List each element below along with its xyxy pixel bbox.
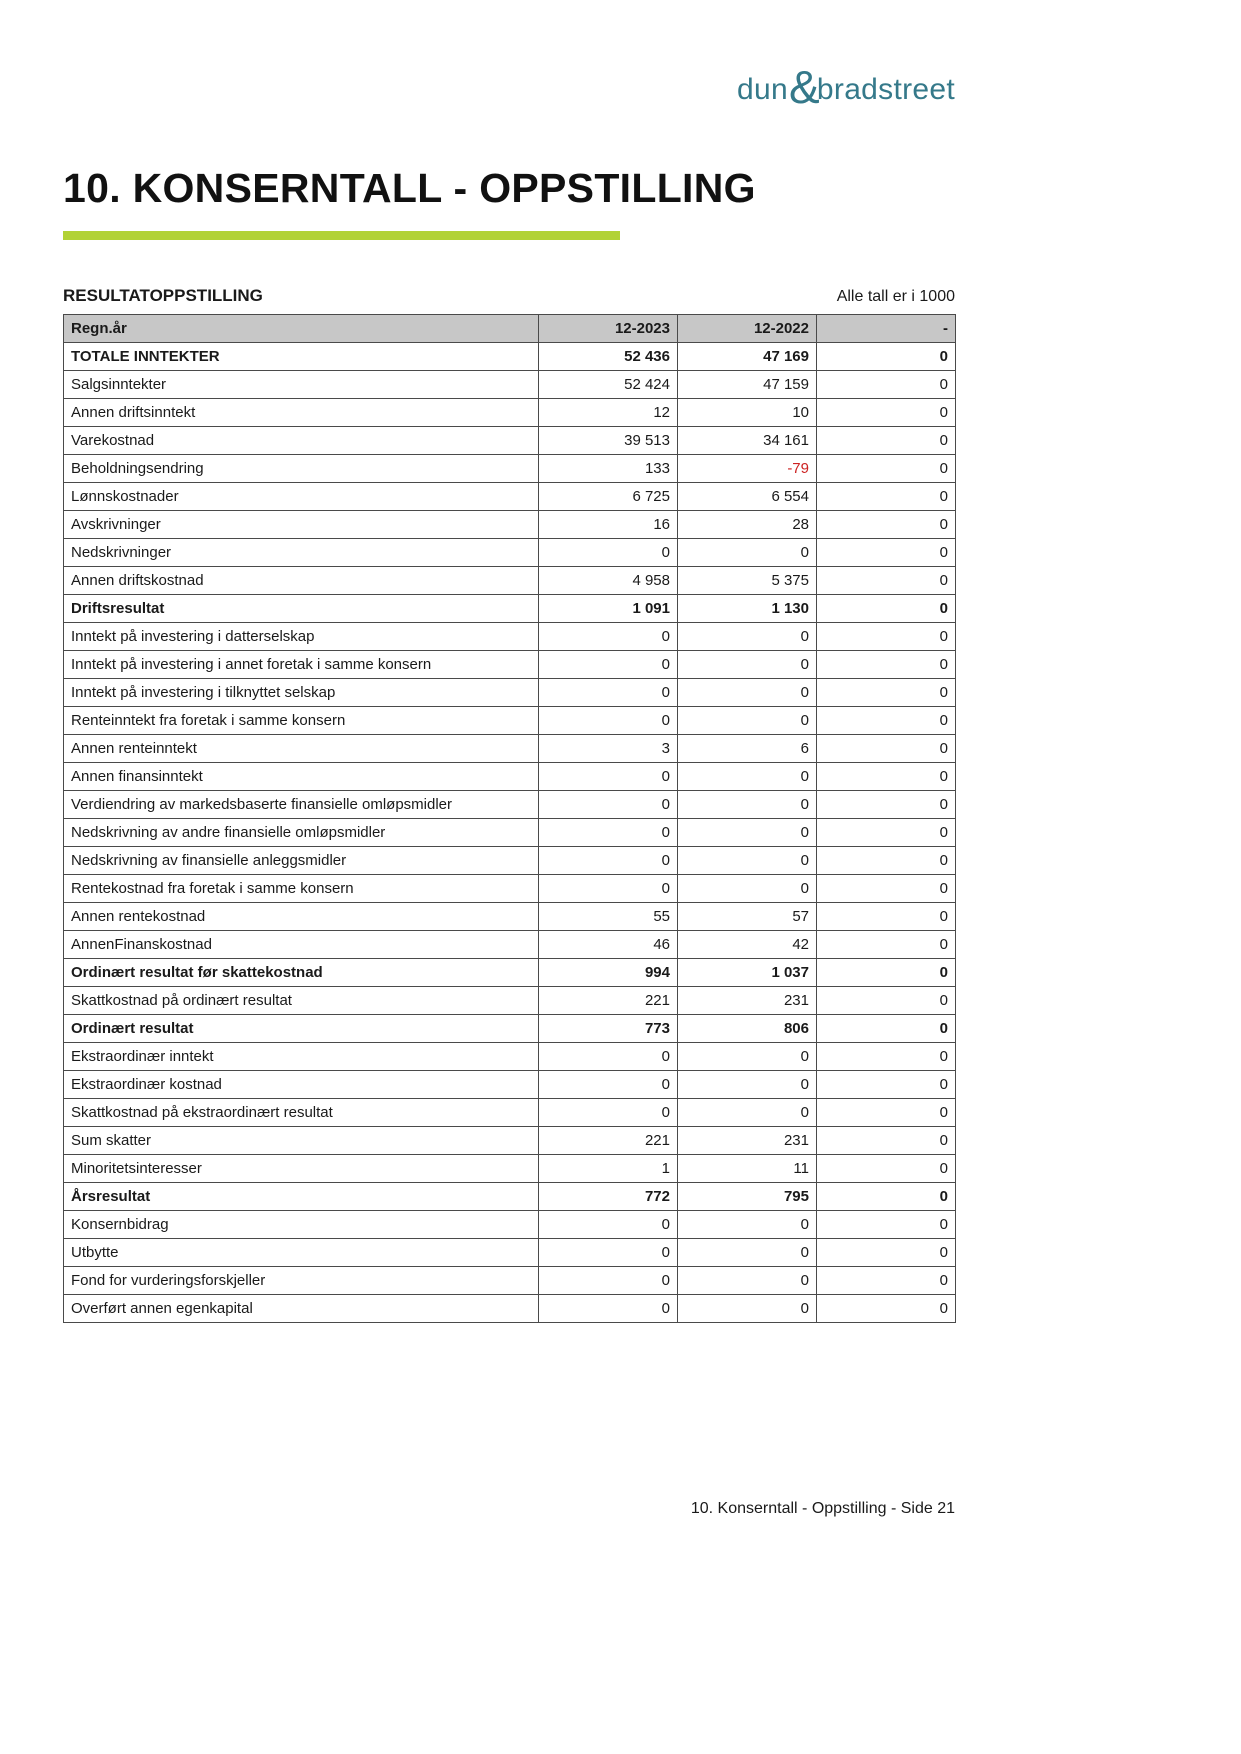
row-value-2: 0 xyxy=(817,1099,956,1127)
row-label: Minoritetsinteresser xyxy=(64,1155,539,1183)
row-label: Inntekt på investering i tilknyttet selskap xyxy=(64,679,539,707)
row-value-0: 1 xyxy=(539,1155,678,1183)
results-table-body xyxy=(64,343,956,1323)
section-heading: RESULTATOPPSTILLING xyxy=(63,286,263,305)
table-row xyxy=(64,623,956,651)
row-label: Ordinært resultat før skattekostnad xyxy=(64,959,539,987)
logo-bradstreet-text: bradstreet xyxy=(816,73,955,106)
row-value-2: 0 xyxy=(817,427,956,455)
row-value-2: 0 xyxy=(817,791,956,819)
row-label: Annen driftsinntekt xyxy=(64,399,539,427)
dun-bradstreet-logo xyxy=(736,61,955,113)
row-value-2: 0 xyxy=(817,763,956,791)
row-value-2: 0 xyxy=(817,1043,956,1071)
row-value-0: 0 xyxy=(539,875,678,903)
row-value-2: 0 xyxy=(817,623,956,651)
table-row xyxy=(64,1295,956,1323)
table-row xyxy=(64,903,956,931)
table-row xyxy=(64,875,956,903)
row-value-0: 52 424 xyxy=(539,371,678,399)
row-label: Skattkostnad på ekstraordinært resultat xyxy=(64,1099,539,1127)
page-footer: 10. Konserntall - Oppstilling - Side 21 xyxy=(690,1500,955,1517)
row-value-2: 0 xyxy=(817,567,956,595)
table-row xyxy=(64,791,956,819)
row-value-2: 0 xyxy=(817,399,956,427)
row-value-2: 0 xyxy=(817,483,956,511)
row-value-2: 0 xyxy=(817,539,956,567)
table-header-row xyxy=(64,315,956,343)
row-label: TOTALE INNTEKTER xyxy=(64,343,539,371)
row-value-2: 0 xyxy=(817,455,956,483)
row-label: Salgsinntekter xyxy=(64,371,539,399)
row-value-2: 0 xyxy=(817,1015,956,1043)
row-value-1: 42 xyxy=(678,931,817,959)
logo-ampersand-icon: & xyxy=(788,61,820,113)
row-value-2: 0 xyxy=(817,1211,956,1239)
row-value-2: 0 xyxy=(817,819,956,847)
row-value-1: 57 xyxy=(678,903,817,931)
table-row xyxy=(64,567,956,595)
row-label: Avskrivninger xyxy=(64,511,539,539)
page-title: 10. KONSERNTALL - OPPSTILLING xyxy=(63,165,756,211)
row-value-1: 0 xyxy=(678,819,817,847)
title-accent-rule xyxy=(63,231,620,240)
table-row xyxy=(64,343,956,371)
row-value-1: 1 037 xyxy=(678,959,817,987)
row-label: Utbytte xyxy=(64,1239,539,1267)
row-value-0: 1 091 xyxy=(539,595,678,623)
row-value-0: 46 xyxy=(539,931,678,959)
row-value-1: 0 xyxy=(678,707,817,735)
row-value-1: 11 xyxy=(678,1155,817,1183)
row-value-2: 0 xyxy=(817,1127,956,1155)
header-regnaar: Regn.år xyxy=(64,315,539,343)
table-row xyxy=(64,987,956,1015)
table-row xyxy=(64,1043,956,1071)
row-value-1: 231 xyxy=(678,1127,817,1155)
row-value-1: 1 130 xyxy=(678,595,817,623)
row-value-2: 0 xyxy=(817,1071,956,1099)
row-value-2: 0 xyxy=(817,651,956,679)
row-value-0: 0 xyxy=(539,539,678,567)
row-value-1: 0 xyxy=(678,651,817,679)
row-label: Annen finansinntekt xyxy=(64,763,539,791)
row-value-0: 3 xyxy=(539,735,678,763)
row-value-1: 0 xyxy=(678,1043,817,1071)
row-value-2: 0 xyxy=(817,595,956,623)
row-value-1: 806 xyxy=(678,1015,817,1043)
row-value-0: 0 xyxy=(539,791,678,819)
table-row xyxy=(64,1183,956,1211)
row-label: Verdiendring av markedsbaserte finansielle omløpsmidler xyxy=(64,791,539,819)
logo-dun-text: dun xyxy=(736,73,788,106)
header-12-2022: 12-2022 xyxy=(678,315,817,343)
row-value-2: 0 xyxy=(817,679,956,707)
row-value-0: 221 xyxy=(539,987,678,1015)
row-value-2: 0 xyxy=(817,1239,956,1267)
row-value-1: 10 xyxy=(678,399,817,427)
row-value-2: 0 xyxy=(817,931,956,959)
row-value-0: 0 xyxy=(539,623,678,651)
units-note: Alle tall er i 1000 xyxy=(836,288,955,305)
row-value-1: 0 xyxy=(678,791,817,819)
table-row xyxy=(64,931,956,959)
row-value-0: 52 436 xyxy=(539,343,678,371)
row-value-0: 0 xyxy=(539,1267,678,1295)
row-value-2: 0 xyxy=(817,987,956,1015)
row-value-2: 0 xyxy=(817,343,956,371)
row-value-1: 5 375 xyxy=(678,567,817,595)
table-row xyxy=(64,427,956,455)
row-value-1: -79 xyxy=(678,455,817,483)
row-label: Driftsresultat xyxy=(64,595,539,623)
table-row xyxy=(64,1015,956,1043)
row-value-0: 773 xyxy=(539,1015,678,1043)
row-value-2: 0 xyxy=(817,875,956,903)
row-value-0: 0 xyxy=(539,819,678,847)
table-row xyxy=(64,679,956,707)
row-value-1: 0 xyxy=(678,679,817,707)
row-value-2: 0 xyxy=(817,1267,956,1295)
row-value-0: 0 xyxy=(539,651,678,679)
row-value-1: 0 xyxy=(678,847,817,875)
row-value-0: 0 xyxy=(539,1295,678,1323)
row-label: Annen renteinntekt xyxy=(64,735,539,763)
row-value-2: 0 xyxy=(817,959,956,987)
table-row xyxy=(64,455,956,483)
row-label: Overført annen egenkapital xyxy=(64,1295,539,1323)
row-label: Inntekt på investering i annet foretak i samme konsern xyxy=(64,651,539,679)
row-label: Ordinært resultat xyxy=(64,1015,539,1043)
row-value-1: 0 xyxy=(678,763,817,791)
row-value-0: 39 513 xyxy=(539,427,678,455)
row-label: Varekostnad xyxy=(64,427,539,455)
row-value-2: 0 xyxy=(817,1183,956,1211)
row-label: Beholdningsendring xyxy=(64,455,539,483)
row-value-0: 0 xyxy=(539,1043,678,1071)
row-value-1: 28 xyxy=(678,511,817,539)
row-label: Nedskrivninger xyxy=(64,539,539,567)
table-row xyxy=(64,1267,956,1295)
row-value-1: 34 161 xyxy=(678,427,817,455)
table-row xyxy=(64,511,956,539)
row-value-0: 0 xyxy=(539,707,678,735)
row-value-2: 0 xyxy=(817,1155,956,1183)
row-value-1: 0 xyxy=(678,1239,817,1267)
table-row xyxy=(64,735,956,763)
table-row xyxy=(64,847,956,875)
row-value-0: 0 xyxy=(539,1239,678,1267)
row-value-1: 6 xyxy=(678,735,817,763)
header-12-2023: 12-2023 xyxy=(539,315,678,343)
row-label: Fond for vurderingsforskjeller xyxy=(64,1267,539,1295)
row-value-2: 0 xyxy=(817,735,956,763)
row-value-0: 0 xyxy=(539,1099,678,1127)
row-value-0: 6 725 xyxy=(539,483,678,511)
row-value-2: 0 xyxy=(817,511,956,539)
results-table-container xyxy=(63,314,955,1323)
table-row xyxy=(64,399,956,427)
table-row xyxy=(64,595,956,623)
row-value-1: 231 xyxy=(678,987,817,1015)
row-value-0: 0 xyxy=(539,847,678,875)
row-value-0: 221 xyxy=(539,1127,678,1155)
row-value-2: 0 xyxy=(817,847,956,875)
row-label: Årsresultat xyxy=(64,1183,539,1211)
row-label: Ekstraordinær inntekt xyxy=(64,1043,539,1071)
row-value-0: 772 xyxy=(539,1183,678,1211)
row-value-2: 0 xyxy=(817,903,956,931)
row-label: Renteinntekt fra foretak i samme konsern xyxy=(64,707,539,735)
row-value-1: 6 554 xyxy=(678,483,817,511)
row-value-0: 0 xyxy=(539,763,678,791)
table-row xyxy=(64,651,956,679)
row-value-2: 0 xyxy=(817,707,956,735)
row-value-1: 0 xyxy=(678,1211,817,1239)
results-table xyxy=(63,314,956,1323)
row-label: Annen driftskostnad xyxy=(64,567,539,595)
table-row xyxy=(64,1211,956,1239)
row-value-1: 0 xyxy=(678,539,817,567)
row-value-1: 0 xyxy=(678,1099,817,1127)
row-value-0: 4 958 xyxy=(539,567,678,595)
table-row xyxy=(64,371,956,399)
row-value-0: 12 xyxy=(539,399,678,427)
row-value-0: 0 xyxy=(539,1211,678,1239)
row-value-1: 795 xyxy=(678,1183,817,1211)
row-value-1: 47 169 xyxy=(678,343,817,371)
row-label: AnnenFinanskostnad xyxy=(64,931,539,959)
row-label: Lønnskostnader xyxy=(64,483,539,511)
table-row xyxy=(64,1239,956,1267)
row-value-1: 0 xyxy=(678,1295,817,1323)
row-label: Konsernbidrag xyxy=(64,1211,539,1239)
section-header xyxy=(63,286,955,306)
row-label: Ekstraordinær kostnad xyxy=(64,1071,539,1099)
row-value-1: 0 xyxy=(678,623,817,651)
table-row xyxy=(64,539,956,567)
row-label: Rentekostnad fra foretak i samme konsern xyxy=(64,875,539,903)
row-value-0: 994 xyxy=(539,959,678,987)
table-row xyxy=(64,1099,956,1127)
row-value-1: 0 xyxy=(678,1267,817,1295)
table-row xyxy=(64,483,956,511)
row-label: Annen rentekostnad xyxy=(64,903,539,931)
row-value-2: 0 xyxy=(817,371,956,399)
header-dash: - xyxy=(817,315,956,343)
row-value-1: 0 xyxy=(678,875,817,903)
table-row xyxy=(64,1127,956,1155)
row-value-0: 0 xyxy=(539,679,678,707)
row-label: Inntekt på investering i datterselskap xyxy=(64,623,539,651)
row-value-2: 0 xyxy=(817,1295,956,1323)
row-value-0: 16 xyxy=(539,511,678,539)
table-row xyxy=(64,1071,956,1099)
row-value-0: 55 xyxy=(539,903,678,931)
table-row xyxy=(64,707,956,735)
table-row xyxy=(64,959,956,987)
table-row xyxy=(64,819,956,847)
row-value-1: 47 159 xyxy=(678,371,817,399)
row-value-1: 0 xyxy=(678,1071,817,1099)
row-value-0: 133 xyxy=(539,455,678,483)
table-row xyxy=(64,763,956,791)
row-label: Nedskrivning av finansielle anleggsmidler xyxy=(64,847,539,875)
table-row xyxy=(64,1155,956,1183)
row-label: Nedskrivning av andre finansielle omløpsmidler xyxy=(64,819,539,847)
row-label: Skattkostnad på ordinært resultat xyxy=(64,987,539,1015)
row-value-0: 0 xyxy=(539,1071,678,1099)
row-label: Sum skatter xyxy=(64,1127,539,1155)
